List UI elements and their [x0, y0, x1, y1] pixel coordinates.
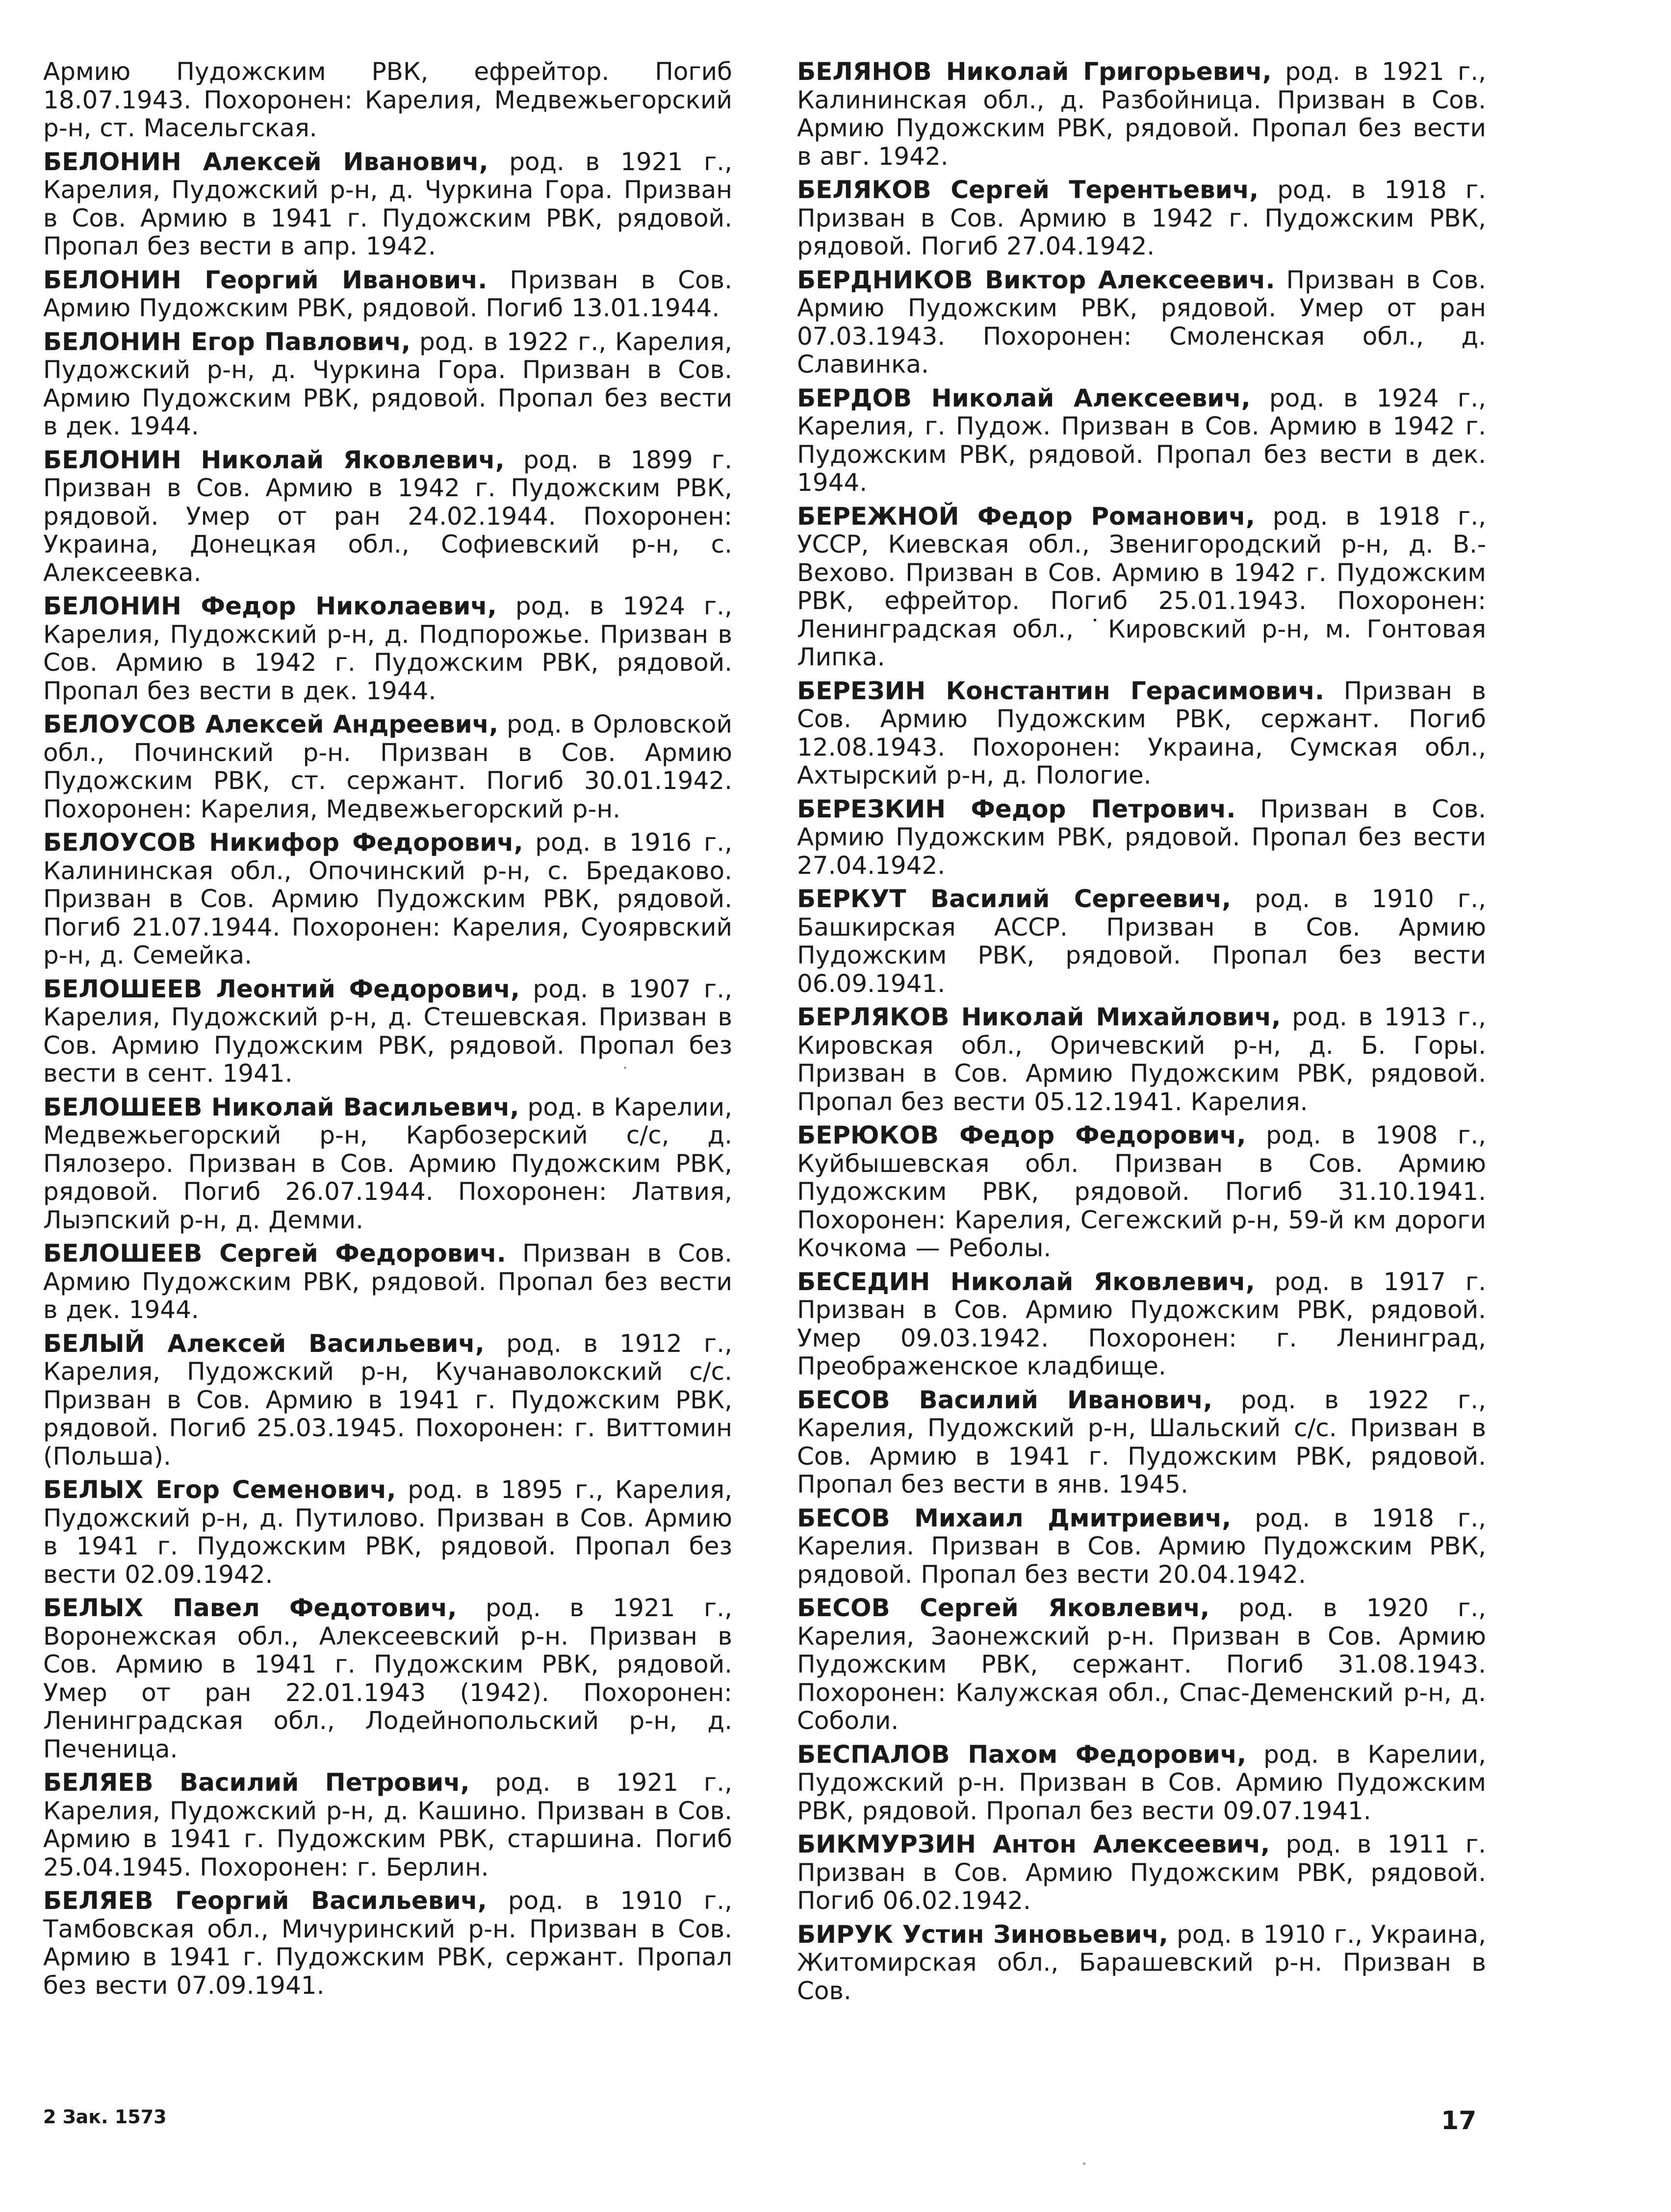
entry [797, 885, 1486, 998]
entry-text: Призван в Сов. Армию Пудожским РВК, рядовой. Пропал без вести в дек. 1944. [43, 1239, 732, 1324]
entry-text: род. в 1913 г., Кировская обл., Оричевский р-н, д. Б. Горы. Призван в Сов. Армию Пудожским РВК, рядовой. Пропал без вести 05.12.1941. Карелия. [797, 1003, 1486, 1116]
entry-name: БЕЛЯЕВ Георгий Васильевич, [43, 1886, 487, 1915]
entry-name: БЕЛОШЕЕВ Николай Васильевич, [43, 1093, 519, 1121]
entry-text: род. в 1916 г., Калининская обл., Опочинский р-н, с. Бредаково. Призван в Сов. Армию Пудожским РВК, рядовой. Погиб 21.07.1944. Похоронен: Карелия, Суоярвский р-н, д. Семейка. [43, 828, 732, 969]
entry [43, 58, 732, 143]
entry-text: род. в 1921 г., Карелия, Пудожский р-н, д. Кашино. Призван в Сов. Армию в 1941 г. Пудожским РВК, старшина. Погиб 25.04.1945. Похоронен: г. Берлин. [43, 1768, 732, 1881]
entry [797, 677, 1486, 790]
right-column [797, 58, 1486, 2010]
entry [43, 148, 732, 261]
entry-text: род. в 1912 г., Карелия, Пудожский р-н, Кучанаволокский с/с. Призван в Сов. Армию в 1941 г. Пудожским РВК, рядовой. Погиб 25.03.1945. Похоронен: г. Виттомин (Польша). [43, 1329, 732, 1471]
entry-text: род. в 1918 г., УССР, Киевская обл., Звенигородский р-н, д. В.-Вехово. Призван в Сов. Армию в 1942 г. Пудожским РВК, ефрейтор. Погиб 25.01.1943. Похоронен: Ленинградская обл., ˙Кировский р-н, м. Гонтовая Липка. [797, 502, 1486, 671]
entry [797, 1003, 1486, 1116]
entry [43, 328, 732, 441]
entry [43, 592, 732, 705]
entry-text: Армию Пудожским РВК, ефрейтор. Погиб 18.07.1943. Похоронен: Карелия, Медвежьегорский р-н, ст. Масельгская. [43, 57, 732, 142]
entry [797, 1268, 1486, 1381]
printer-signature: 2 Зак. 1573 [43, 2106, 167, 2128]
entry-text: род. в 1920 г., Карелия, Заонежский р-н. Призван в Сов. Армию Пудожским РВК, сержант. Погиб 31.08.1943. Похоронен: Калужская обл., Спас-Деменский р-н, д. Соболи. [797, 1594, 1487, 1735]
entry-name: БЕЛЫЙ Алексей Васильевич, [43, 1329, 485, 1358]
entry-text: род. в Орловской обл., Починский р-н. Призван в Сов. Армию Пудожским РВК, ст. сержант. Погиб 30.01.1942. Похоронен: Карелия, Медвежьегорский р-н. [43, 710, 733, 823]
entry [797, 503, 1486, 672]
entry-text: род. в 1910 г., Тамбовская обл., Мичуринский р-н. Призван в Сов. Армию в 1941 г. Пудожским РВК, сержант. Пропал без вести 07.09.1941. [43, 1886, 732, 2000]
entry-text: род. в Карелии, Медвежьегорский р-н, Карбозерский с/с, д. Пялозеро. Призван в Сов. Армию Пудожским РВК, рядовой. Погиб 26.07.1944. Похоронен: Латвия, Лыэпский р-н, д. Демми. [43, 1093, 733, 1234]
entry-text: род. в 1910 г., Башкирская АССР. Призван в Сов. Армию Пудожским РВК, рядовой. Пропал без вести 06.09.1941. [797, 885, 1486, 998]
entry-name: БЕРКУТ Василий Сергеевич, [797, 885, 1232, 913]
entry-text: род. в 1922 г., Карелия, Пудожский р-н, Шальский с/с. Призван в Сов. Армию в 1941 г. Пудожским РВК, рядовой. Пропал без вести в янв. 1945. [797, 1385, 1486, 1499]
entry [797, 1121, 1486, 1263]
entry-text: Призван в Сов. Армию Пудожским РВК, рядовой. Пропал без вести 27.04.1942. [797, 794, 1486, 880]
entry [43, 1769, 732, 1881]
entry [797, 176, 1486, 261]
entry-name: БЕРДОВ Николай Алексеевич, [797, 383, 1251, 412]
entry-text: род. в 1924 г., Карелия, г. Пудож. Призван в Сов. Армию в 1942 г. Пудожским РВК, рядовой. Пропал без вести в дек. 1944. [797, 383, 1486, 497]
entry [797, 58, 1486, 171]
entry-name: БЕСЕДИН Николай Яковлевич, [797, 1267, 1255, 1296]
entry [43, 1330, 732, 1471]
page-number: 17 [1441, 2106, 1477, 2136]
entry-name: БЕЛЯКОВ Сергей Терентьевич, [797, 176, 1259, 204]
entry-name: БЕЛОНИН Федор Николаевич, [43, 592, 497, 620]
entry-text: род. в 1921 г., Карелия, Пудожский р-н, д. Чуркина Гора. Призван в Сов. Армию в 1941 г. Пудожским РВК, рядовой. Пропал без вести в апр. 1942. [43, 147, 732, 260]
entry-name: БЕСОВ Сергей Яковлевич, [797, 1594, 1210, 1622]
entry [797, 1831, 1486, 1915]
entry [797, 266, 1486, 379]
print-speck [624, 1067, 626, 1069]
entry [797, 1921, 1486, 2006]
entry-text: род. в 1924 г., Карелия, Пудожский р-н, д. Подпорожье. Призван в Сов. Армию в 1942 г. Пудожским РВК, рядовой. Пропал без вести в дек. 1944. [43, 592, 732, 705]
entry-text: род. в 1910 г., Украина, Житомирская обл., Барашевский р-н. Призван в Сов. [797, 1920, 1487, 2005]
entry-name: БЕЛОУСОВ Алексей Андреевич, [43, 710, 499, 738]
entry-name: БЕРДНИКОВ Виктор Алексеевич. [797, 265, 1275, 294]
entry-name: БЕРЕЗКИН Федор Петрович. [797, 794, 1236, 823]
entry-text: род. в Карелии, Пудожский р-н. Призван в Сов. Армию Пудожским РВК, рядовой. Пропал без вести 09.07.1941. [797, 1740, 1486, 1825]
entry [797, 795, 1486, 880]
entry-name: БЕЛЫХ Павел Федотович, [43, 1594, 457, 1622]
entry-name: БЕЛОШЕЕВ Леонтий Федорович, [43, 974, 520, 1003]
entry-text: Призван в Сов. Армию Пудожским РВК, сержант. Погиб 12.08.1943. Похоронен: Украина, Сумская обл., Ахтырский р-н, д. Пологие. [797, 676, 1486, 789]
entry-text: род. в 1899 г. Призван в Сов. Армию в 1942 г. Пудожским РВК, рядовой. Умер от ран 24.02.1944. Похоронен: Украина, Донецкая обл., Софиевский р-н, с. Алексеевка. [43, 445, 732, 587]
entry-name: БЕЛОНИН Алексей Иванович, [43, 147, 488, 176]
entry-name: БЕРЛЯКОВ Николай Михайлович, [797, 1003, 1281, 1031]
entry-name: БЕЛЯНОВ Николай Григорьевич, [797, 57, 1272, 86]
entry-text: род. в 1922 г., Карелия, Пудожский р-н, д. Чуркина Гора. Призван в Сов. Армию Пудожским РВК, рядовой. Пропал без вести в дек. 1944. [43, 327, 733, 440]
entry-text: Призван в Сов. Армию Пудожским РВК, рядовой. Погиб 13.01.1944. [43, 265, 732, 322]
entry-name: БЕСПАЛОВ Пахом Федорович, [797, 1740, 1247, 1769]
entry-name: БЕРЕЗИН Константин Герасимович. [797, 676, 1325, 705]
entry-name: БЕЛОШЕЕВ Сергей Федорович. [43, 1239, 506, 1268]
entry [43, 1093, 732, 1235]
entry-name: БЕСОВ Василий Иванович, [797, 1385, 1213, 1414]
entry [43, 829, 732, 970]
entry [797, 384, 1486, 497]
entry-name: БИРУК Устин Зиновьевич, [797, 1920, 1168, 1949]
entry-name: БЕЛОНИН Егор Павлович, [43, 327, 411, 356]
entry-name: БЕЛЫХ Егор Семенович, [43, 1475, 396, 1504]
entry-text: род. в 1917 г. Призван в Сов. Армию Пудожским РВК, рядовой. Умер 09.03.1942. Похоронен: г. Ленинград, Преображенское кладбище. [797, 1267, 1486, 1380]
entry-text: Призван в Сов. Армию Пудожским РВК, рядовой. Умер от ран 07.03.1943. Похоронен: Смоленская обл., д. Славинка. [797, 265, 1486, 379]
entry [43, 711, 732, 823]
entry [43, 266, 732, 323]
left-column [43, 58, 732, 2005]
entry [43, 1594, 732, 1763]
entry [797, 1504, 1486, 1589]
entry-name: БЕРЕЖНОЙ Федор Романович, [797, 502, 1255, 531]
entry [43, 1476, 732, 1589]
print-speck [1083, 2162, 1085, 2165]
entry-text: род. в 1895 г., Карелия, Пудожский р-н, д. Путилово. Призван в Сов. Армию в 1941 г. Пудожским РВК, рядовой. Пропал без вести 02.09.1942. [43, 1475, 732, 1589]
entry [797, 1741, 1486, 1826]
entry [43, 1240, 732, 1324]
entry-text: род. в 1911 г. Призван в Сов. Армию Пудожским РВК, рядовой. Погиб 06.02.1942. [797, 1830, 1486, 1915]
entry-name: БЕЛОНИН Георгий Иванович. [43, 265, 488, 294]
entry [43, 446, 732, 587]
entry-name: БЕСОВ Михаил Дмитриевич, [797, 1503, 1232, 1532]
entry-name: БЕЛЯЕВ Василий Петрович, [43, 1768, 470, 1797]
entry [43, 975, 732, 1088]
entry-text: род. в 1908 г., Куйбышевская обл. Призван в Сов. Армию Пудожским РВК, рядовой. Погиб 31.10.1941. Похоронен: Карелия, Сегежский р-н, 59-й км дороги Кочкома — Реболы. [797, 1121, 1486, 1262]
entry [797, 1594, 1486, 1735]
entry-text: род. в 1921 г., Воронежская обл., Алексеевский р-н. Призван в Сов. Армию в 1941 г. Пудожским РВК, рядовой. Умер от ран 22.01.1943 (1942). Похоронен: Ленинградская обл., Лодейнопольский р-н, д. Печеница. [43, 1594, 733, 1763]
entry-text: род. в 1918 г. Призван в Сов. Армию в 1942 г. Пудожским РВК, рядовой. Погиб 27.04.1942. [797, 176, 1486, 260]
entry-text: род. в 1907 г., Карелия, Пудожский р-н, д. Стешевская. Призван в Сов. Армию Пудожским РВК, рядовой. Пропал без вести в сент. 1941. [43, 974, 732, 1088]
entry [43, 1887, 732, 2000]
entry-name: БЕРЮКОВ Федор Федорович, [797, 1121, 1246, 1149]
entry-name: БЕЛОНИН Николай Яковлевич, [43, 445, 505, 474]
entry-name: БИКМУРЗИН Антон Алексеевич, [797, 1830, 1270, 1858]
entry-name: БЕЛОУСОВ Никифор Федорович, [43, 828, 523, 857]
entry-text: род. в 1918 г., Карелия. Призван в Сов. Армию Пудожским РВК, рядовой. Пропал без вести 20.04.1942. [797, 1503, 1486, 1589]
entry [797, 1386, 1486, 1499]
entry-text: род. в 1921 г., Калининская обл., д. Разбойница. Призван в Сов. Армию Пудожским РВК, рядовой. Пропал без вести в авг. 1942. [797, 57, 1487, 171]
